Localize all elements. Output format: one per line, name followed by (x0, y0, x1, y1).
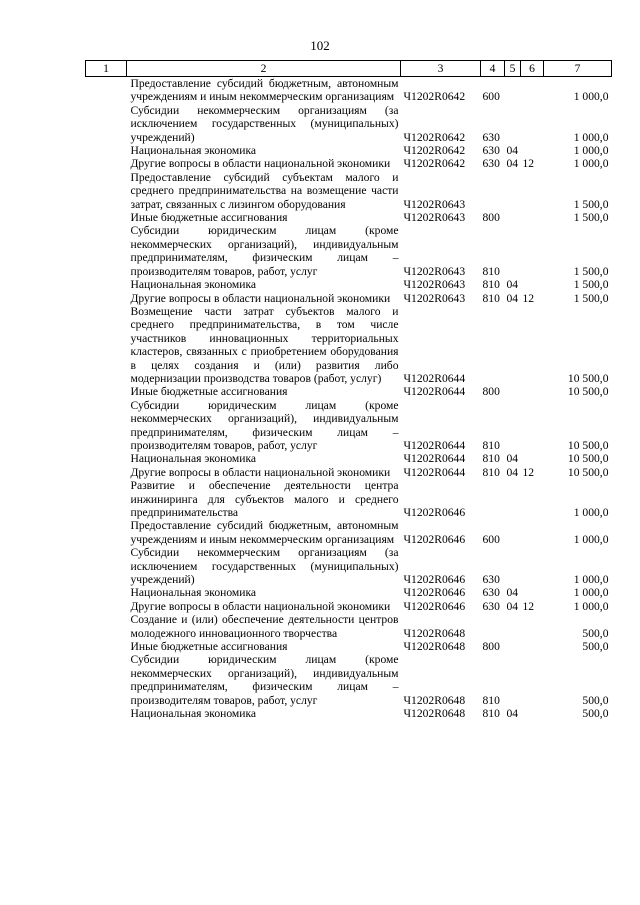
subsection-code: 12 (522, 599, 535, 613)
table-row (86, 600, 612, 613)
expense-type (481, 171, 505, 211)
expense-type: 800 (482, 211, 500, 225)
target-code: Ч1202R0644 (403, 385, 466, 399)
table-row (86, 640, 612, 653)
table-row (86, 278, 612, 291)
amount: 1 000,0 (573, 144, 609, 158)
table-row (86, 104, 612, 144)
subsection-code (521, 653, 544, 707)
table-row (86, 171, 612, 211)
item-name: Субсидии некоммерческим организациям (за исключением государственных (муниципальных) учреждений) (130, 546, 399, 587)
section-code: 04 (506, 157, 519, 171)
item-name: Субсидии юридическим лицам (кроме некоммерческих организаций), индивидуальным предпринимателям, физическим лицам – производителям товаров, работ, услуг (130, 224, 399, 278)
expense-type: 810 (482, 452, 500, 466)
amount: 10 500,0 (567, 438, 609, 452)
section-code: 04 (506, 586, 519, 600)
item-name: Другие вопросы в области национальной экономики (130, 465, 391, 479)
table-row (86, 707, 612, 720)
row-number-cell (86, 292, 127, 305)
header-col-6: 6 (521, 61, 544, 77)
row-number-cell (86, 640, 127, 653)
page-number: 102 (310, 38, 330, 53)
row-number-cell (86, 600, 127, 613)
target-code: Ч1202R0644 (403, 438, 466, 452)
target-code: Ч1202R0644 (403, 371, 466, 385)
target-code: Ч1202R0648 (403, 640, 466, 654)
table-row (86, 452, 612, 465)
target-code: Ч1202R0643 (403, 211, 466, 225)
header-col-2: 2 (127, 61, 401, 77)
expense-type: 810 (482, 707, 500, 721)
item-name: Иные бюджетные ассигнования (130, 640, 288, 654)
target-code: Ч1202R0648 (403, 707, 466, 721)
amount: 1 500,0 (573, 211, 609, 225)
amount: 1 500,0 (573, 264, 609, 278)
amount: 1 000,0 (573, 586, 609, 600)
item-name: Субсидии некоммерческим организациям (за исключением государственных (муниципальных) учреждений) (130, 103, 399, 144)
subsection-code (521, 144, 544, 157)
section-code (505, 104, 521, 144)
item-name: Национальная экономика (130, 144, 257, 158)
subsection-code (521, 305, 544, 385)
section-code (505, 613, 521, 640)
item-name: Субсидии юридическим лицам (кроме некоммерческих организаций), индивидуальным предпринимателям, физическим лицам – производителям товаров, работ, услуг (130, 398, 399, 452)
row-number-cell (86, 653, 127, 707)
table-header (86, 61, 612, 77)
row-number-cell (86, 144, 127, 157)
subsection-code (521, 224, 544, 278)
target-code: Ч1202R0643 (403, 291, 466, 305)
subsection-code: 12 (522, 291, 535, 305)
section-code (505, 305, 521, 385)
expense-type: 810 (482, 465, 500, 479)
header-col-5: 5 (505, 61, 521, 77)
section-code (505, 640, 521, 653)
amount: 500,0 (582, 626, 609, 640)
header-col-3: 3 (401, 61, 481, 77)
section-code (505, 399, 521, 453)
item-name: Национальная экономика (130, 586, 257, 600)
table-row (86, 399, 612, 453)
section-code (505, 479, 521, 519)
subsection-code (521, 707, 544, 720)
expense-type: 630 (482, 586, 500, 600)
item-name: Предоставление субсидий субъектам малого и среднего предпринимательства на возмещение части затрат, связанных с лизингом оборудования (130, 170, 399, 211)
table-row (86, 613, 612, 640)
expense-type: 810 (482, 438, 500, 452)
table-row (86, 479, 612, 519)
target-code: Ч1202R0642 (403, 144, 466, 158)
item-name: Национальная экономика (130, 707, 257, 721)
subsection-code (521, 640, 544, 653)
subsection-code (521, 479, 544, 519)
row-number-cell (86, 546, 127, 586)
expense-type (481, 305, 505, 385)
target-code: Ч1202R0644 (403, 452, 466, 466)
row-number-cell (86, 466, 127, 479)
amount: 10 500,0 (567, 385, 609, 399)
item-name: Предоставление субсидий бюджетным, автономным учреждениям и иным некоммерческим организациям (130, 77, 399, 104)
item-name: Возмещение части затрат субъектов малого и среднего предпринимательства, в том числе участников инновационных территориальных кластеров, связанных с приобретением оборудования в целях создания и (или) развития либо модернизации производства товаров (работ, услуг) (130, 304, 399, 385)
header-col-4: 4 (481, 61, 505, 77)
amount: 1 000,0 (573, 157, 609, 171)
amount: 1 500,0 (573, 278, 609, 292)
row-number-cell (86, 613, 127, 640)
expense-type: 810 (482, 291, 500, 305)
expense-type: 810 (482, 264, 500, 278)
row-number-cell (86, 399, 127, 453)
amount: 1 000,0 (573, 599, 609, 613)
subsection-code (521, 211, 544, 224)
expense-type: 600 (482, 90, 500, 104)
subsection-code: 12 (522, 157, 535, 171)
subsection-code: 12 (522, 465, 535, 479)
row-number-cell (86, 586, 127, 599)
table-body (86, 77, 612, 721)
table-row (86, 466, 612, 479)
expense-type: 630 (482, 144, 500, 158)
item-name: Другие вопросы в области национальной экономики (130, 291, 391, 305)
amount: 1 000,0 (573, 90, 609, 104)
table-row (86, 77, 612, 104)
target-code: Ч1202R0644 (403, 465, 466, 479)
amount: 500,0 (582, 693, 609, 707)
target-code: Ч1202R0643 (403, 197, 466, 211)
table-row (86, 157, 612, 170)
amount: 1 000,0 (573, 506, 609, 519)
row-number-cell (86, 171, 127, 211)
subsection-code (521, 77, 544, 104)
row-number-cell (86, 224, 127, 278)
item-name: Субсидии юридическим лицам (кроме некоммерческих организаций), индивидуальным предпринимателям, физическим лицам – производителям товаров, работ, услуг (130, 653, 399, 707)
subsection-code (521, 452, 544, 465)
section-code (505, 519, 521, 546)
subsection-code (521, 385, 544, 398)
table-row (86, 519, 612, 546)
amount: 1 500,0 (573, 197, 609, 211)
amount: 500,0 (582, 640, 609, 654)
table-row (86, 292, 612, 305)
table-row (86, 211, 612, 224)
subsection-code (521, 613, 544, 640)
row-number-cell (86, 519, 127, 546)
table-row (86, 224, 612, 278)
target-code: Ч1202R0646 (403, 532, 466, 546)
expense-type (481, 613, 505, 640)
section-code: 04 (506, 452, 519, 466)
item-name: Другие вопросы в области национальной экономики (130, 157, 391, 171)
budget-table (85, 60, 612, 721)
amount: 10 500,0 (567, 465, 609, 479)
amount: 1 000,0 (573, 573, 609, 587)
section-code (505, 546, 521, 586)
amount: 1 000,0 (573, 532, 609, 546)
item-name: Предоставление субсидий бюджетным, автономным учреждениям и иным некоммерческим организациям (130, 519, 399, 546)
expense-type: 800 (482, 640, 500, 654)
subsection-code (521, 171, 544, 211)
expense-type: 810 (482, 278, 500, 292)
section-code: 04 (506, 278, 519, 292)
section-code (505, 77, 521, 104)
amount: 1 500,0 (573, 291, 609, 305)
target-code: Ч1202R0648 (403, 626, 466, 640)
section-code: 04 (506, 291, 519, 305)
expense-type: 630 (482, 599, 500, 613)
section-code (505, 224, 521, 278)
section-code: 04 (506, 465, 519, 479)
table-row (86, 653, 612, 707)
section-code (505, 171, 521, 211)
expense-type: 630 (482, 573, 500, 587)
section-code: 04 (506, 707, 519, 721)
expense-type: 630 (482, 130, 500, 144)
target-code: Ч1202R0646 (403, 573, 466, 587)
row-number-cell (86, 479, 127, 519)
expense-type: 800 (482, 385, 500, 399)
table-row (86, 546, 612, 586)
amount: 10 500,0 (567, 452, 609, 466)
subsection-code (521, 586, 544, 599)
expense-type: 810 (482, 693, 500, 707)
section-code (505, 653, 521, 707)
target-code: Ч1202R0643 (403, 278, 466, 292)
item-name: Национальная экономика (130, 452, 257, 466)
row-number-cell (86, 211, 127, 224)
subsection-code (521, 519, 544, 546)
row-number-cell (86, 452, 127, 465)
target-code: Ч1202R0646 (403, 586, 466, 600)
row-number-cell (86, 707, 127, 720)
target-code: Ч1202R0646 (403, 506, 466, 519)
target-code: Ч1202R0646 (403, 599, 466, 613)
amount: 1 000,0 (573, 130, 609, 144)
row-number-cell (86, 157, 127, 170)
item-name: Другие вопросы в области национальной экономики (130, 599, 391, 613)
row-number-cell (86, 385, 127, 398)
target-code: Ч1202R0648 (403, 693, 466, 707)
header-col-1: 1 (86, 61, 127, 77)
row-number-cell (86, 278, 127, 291)
amount: 500,0 (582, 707, 609, 721)
item-name: Создание и (или) обеспечение деятельности центров молодежного инновационного творчества (130, 613, 399, 640)
target-code: Ч1202R0642 (403, 157, 466, 171)
item-name: Иные бюджетные ассигнования (130, 385, 288, 399)
table-row (86, 144, 612, 157)
amount: 10 500,0 (567, 371, 609, 385)
subsection-code (521, 399, 544, 453)
section-code: 04 (506, 144, 519, 158)
item-name: Иные бюджетные ассигнования (130, 211, 288, 225)
subsection-code (521, 104, 544, 144)
item-name: Национальная экономика (130, 278, 257, 292)
subsection-code (521, 546, 544, 586)
row-number-cell (86, 77, 127, 104)
target-code: Ч1202R0642 (403, 90, 466, 104)
target-code: Ч1202R0643 (403, 264, 466, 278)
section-code (505, 211, 521, 224)
target-code: Ч1202R0642 (403, 130, 466, 144)
row-number-cell (86, 104, 127, 144)
expense-type: 630 (482, 157, 500, 171)
row-number-cell (86, 305, 127, 385)
expense-type: 600 (482, 532, 500, 546)
table-row (86, 385, 612, 398)
section-code (505, 385, 521, 398)
table-row (86, 586, 612, 599)
subsection-code (521, 278, 544, 291)
section-code: 04 (506, 599, 519, 613)
expense-type (481, 479, 505, 519)
header-col-7: 7 (544, 61, 612, 77)
table-row (86, 305, 612, 385)
item-name: Развитие и обеспечение деятельности центра инжиниринга для субъектов малого и среднего предпринимательства (130, 479, 399, 519)
